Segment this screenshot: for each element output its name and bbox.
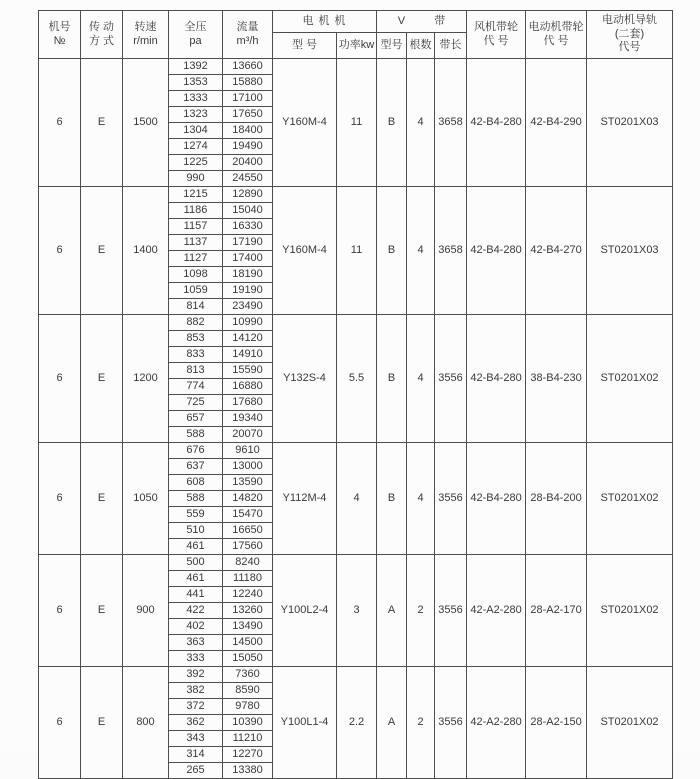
flow-cell: 18400: [223, 123, 273, 139]
machine-no-cell: 6: [39, 555, 81, 667]
pressure-cell: 853: [169, 331, 223, 347]
pressure-cell: 1059: [169, 283, 223, 299]
table-row: [39, 315, 673, 331]
flow-cell: 24550: [223, 171, 273, 187]
speed-cell: 900: [123, 555, 169, 667]
header-belt-count: 根数: [407, 33, 435, 59]
pressure-cell: 1353: [169, 75, 223, 91]
pressure-cell: 392: [169, 667, 223, 683]
flow-cell: 13000: [223, 459, 273, 475]
fan-pulley-cell: 42-A2-280: [467, 667, 526, 779]
header-pressure: 全压 pa: [169, 11, 223, 59]
rail-code-cell: ST0201X02: [587, 315, 673, 443]
belt-length-cell: 3658: [435, 187, 467, 315]
pressure-cell: 1098: [169, 267, 223, 283]
motor-pulley-cell: 42-B4-290: [526, 59, 587, 187]
machine-no-cell: 6: [39, 667, 81, 779]
pressure-cell: 333: [169, 651, 223, 667]
motor-power-cell: 4: [337, 443, 377, 555]
pressure-cell: 774: [169, 379, 223, 395]
motor-pulley-cell: 28-A2-170: [526, 555, 587, 667]
table-header: [39, 11, 673, 59]
flow-cell: 17680: [223, 395, 273, 411]
belt-count-cell: 4: [407, 59, 435, 187]
pressure-cell: 441: [169, 587, 223, 603]
flow-cell: 17560: [223, 539, 273, 555]
pressure-cell: 363: [169, 635, 223, 651]
motor-model-cell: Y100L1-4: [273, 667, 337, 779]
pressure-cell: 461: [169, 539, 223, 555]
flow-cell: 23490: [223, 299, 273, 315]
flow-cell: 15880: [223, 75, 273, 91]
motor-power-cell: 3: [337, 555, 377, 667]
motor-pulley-cell: 28-B4-200: [526, 443, 587, 555]
pressure-cell: 422: [169, 603, 223, 619]
flow-cell: 9610: [223, 443, 273, 459]
flow-cell: 12890: [223, 187, 273, 203]
drive-mode-cell: E: [81, 667, 123, 779]
flow-cell: 16880: [223, 379, 273, 395]
machine-no-cell: 6: [39, 443, 81, 555]
header-flow: 流量 m³/h: [223, 11, 273, 59]
belt-length-cell: 3658: [435, 59, 467, 187]
flow-cell: 10390: [223, 715, 273, 731]
flow-cell: 15050: [223, 651, 273, 667]
motor-power-cell: 11: [337, 59, 377, 187]
flow-cell: 15040: [223, 203, 273, 219]
motor-pulley-cell: 38-B4-230: [526, 315, 587, 443]
flow-cell: 13490: [223, 619, 273, 635]
flow-cell: 12270: [223, 747, 273, 763]
belt-count-cell: 4: [407, 443, 435, 555]
pressure-cell: 637: [169, 459, 223, 475]
pressure-cell: 382: [169, 683, 223, 699]
drive-mode-cell: E: [81, 315, 123, 443]
flow-cell: 19490: [223, 139, 273, 155]
header-motor-power: 功率kw: [337, 33, 377, 59]
pressure-cell: 402: [169, 619, 223, 635]
pressure-cell: 314: [169, 747, 223, 763]
flow-cell: 17100: [223, 91, 273, 107]
belt-type-cell: A: [377, 555, 407, 667]
pressure-cell: 588: [169, 491, 223, 507]
pressure-cell: 1127: [169, 251, 223, 267]
header-speed: 转速 r/min: [123, 11, 169, 59]
belt-length-cell: 3556: [435, 443, 467, 555]
table-row: [39, 555, 673, 571]
header-motor-model: 型 号: [273, 33, 337, 59]
motor-model-cell: Y160M-4: [273, 59, 337, 187]
rail-code-cell: ST0201X02: [587, 443, 673, 555]
header-motor-pulley: 电动机带轮 代 号: [526, 11, 587, 59]
header-belt-model: 型号: [377, 33, 407, 59]
rail-code-cell: ST0201X03: [587, 59, 673, 187]
flow-cell: 20070: [223, 427, 273, 443]
machine-no-cell: 6: [39, 59, 81, 187]
belt-length-cell: 3556: [435, 667, 467, 779]
machine-no-cell: 6: [39, 187, 81, 315]
motor-model-cell: Y132S-4: [273, 315, 337, 443]
drive-mode-cell: E: [81, 187, 123, 315]
speed-cell: 1400: [123, 187, 169, 315]
flow-cell: 16330: [223, 219, 273, 235]
belt-length-cell: 3556: [435, 555, 467, 667]
header-drive-mode: 传 动 方 式: [81, 11, 123, 59]
flow-cell: 19190: [223, 283, 273, 299]
flow-cell: 15470: [223, 507, 273, 523]
flow-cell: 11180: [223, 571, 273, 587]
rail-code-cell: ST0201X02: [587, 555, 673, 667]
motor-model-cell: Y160M-4: [273, 187, 337, 315]
table-row: [39, 443, 673, 459]
belt-type-cell: A: [377, 667, 407, 779]
flow-cell: 20400: [223, 155, 273, 171]
fan-pulley-cell: 42-A2-280: [467, 555, 526, 667]
rail-code-cell: ST0201X03: [587, 187, 673, 315]
flow-cell: 13590: [223, 475, 273, 491]
flow-cell: 10990: [223, 315, 273, 331]
flow-cell: 8240: [223, 555, 273, 571]
pressure-cell: 1304: [169, 123, 223, 139]
pressure-cell: 882: [169, 315, 223, 331]
pressure-cell: 608: [169, 475, 223, 491]
table-row: [39, 667, 673, 683]
flow-cell: 8590: [223, 683, 273, 699]
belt-type-cell: B: [377, 443, 407, 555]
pressure-cell: 588: [169, 427, 223, 443]
header-belt-length: 带长: [435, 33, 467, 59]
motor-model-cell: Y100L2-4: [273, 555, 337, 667]
table-row: [39, 59, 673, 75]
pressure-cell: 676: [169, 443, 223, 459]
table-row: [39, 187, 673, 203]
pressure-cell: 813: [169, 363, 223, 379]
pressure-cell: 657: [169, 411, 223, 427]
motor-power-cell: 5.5: [337, 315, 377, 443]
flow-cell: 11210: [223, 731, 273, 747]
flow-cell: 16650: [223, 523, 273, 539]
fan-pulley-cell: 42-B4-280: [467, 443, 526, 555]
pressure-cell: 1333: [169, 91, 223, 107]
motor-power-cell: 2.2: [337, 667, 377, 779]
belt-type-cell: B: [377, 59, 407, 187]
pressure-cell: 990: [169, 171, 223, 187]
belt-count-cell: 4: [407, 187, 435, 315]
flow-cell: 14120: [223, 331, 273, 347]
flow-cell: 12240: [223, 587, 273, 603]
belt-length-cell: 3556: [435, 315, 467, 443]
speed-cell: 1050: [123, 443, 169, 555]
belt-count-cell: 4: [407, 315, 435, 443]
flow-cell: 14500: [223, 635, 273, 651]
flow-cell: 19340: [223, 411, 273, 427]
pressure-cell: 1323: [169, 107, 223, 123]
flow-cell: 13380: [223, 763, 273, 779]
flow-cell: 17400: [223, 251, 273, 267]
flow-cell: 14820: [223, 491, 273, 507]
header-motor-rail: 电动机导轨 (二套) 代号: [587, 11, 673, 59]
flow-cell: 17650: [223, 107, 273, 123]
pressure-cell: 1157: [169, 219, 223, 235]
pressure-cell: 500: [169, 555, 223, 571]
drive-mode-cell: E: [81, 555, 123, 667]
pressure-cell: 1137: [169, 235, 223, 251]
flow-cell: 18190: [223, 267, 273, 283]
speed-cell: 1500: [123, 59, 169, 187]
table-body: [39, 59, 673, 779]
fan-spec-table: [38, 10, 673, 779]
pressure-cell: 510: [169, 523, 223, 539]
pressure-cell: 343: [169, 731, 223, 747]
fan-pulley-cell: 42-B4-280: [467, 315, 526, 443]
motor-pulley-cell: 42-B4-270: [526, 187, 587, 315]
machine-no-cell: 6: [39, 315, 81, 443]
speed-cell: 800: [123, 667, 169, 779]
flow-cell: 14910: [223, 347, 273, 363]
motor-model-cell: Y112M-4: [273, 443, 337, 555]
belt-count-cell: 2: [407, 555, 435, 667]
pressure-cell: 814: [169, 299, 223, 315]
pressure-cell: 1274: [169, 139, 223, 155]
header-motor-group: 电 机 机: [273, 11, 377, 33]
pressure-cell: 1186: [169, 203, 223, 219]
drive-mode-cell: E: [81, 59, 123, 187]
belt-type-cell: B: [377, 187, 407, 315]
motor-power-cell: 11: [337, 187, 377, 315]
flow-cell: 7360: [223, 667, 273, 683]
flow-cell: 17190: [223, 235, 273, 251]
pressure-cell: 372: [169, 699, 223, 715]
fan-pulley-cell: 42-B4-280: [467, 59, 526, 187]
header-vbelt-group: V 带: [377, 11, 467, 33]
pressure-cell: 559: [169, 507, 223, 523]
flow-cell: 13260: [223, 603, 273, 619]
pressure-cell: 265: [169, 763, 223, 779]
pressure-cell: 1215: [169, 187, 223, 203]
belt-type-cell: B: [377, 315, 407, 443]
fan-pulley-cell: 42-B4-280: [467, 187, 526, 315]
pressure-cell: 725: [169, 395, 223, 411]
pressure-cell: 362: [169, 715, 223, 731]
pressure-cell: 1392: [169, 59, 223, 75]
pressure-cell: 1225: [169, 155, 223, 171]
pressure-cell: 461: [169, 571, 223, 587]
drive-mode-cell: E: [81, 443, 123, 555]
header-machine-no: 机号 №: [39, 11, 81, 59]
header-fan-pulley: 风机带轮 代 号: [467, 11, 526, 59]
rail-code-cell: ST0201X02: [587, 667, 673, 779]
pressure-cell: 833: [169, 347, 223, 363]
belt-count-cell: 2: [407, 667, 435, 779]
flow-cell: 9780: [223, 699, 273, 715]
motor-pulley-cell: 28-A2-150: [526, 667, 587, 779]
speed-cell: 1200: [123, 315, 169, 443]
flow-cell: 15590: [223, 363, 273, 379]
flow-cell: 13660: [223, 59, 273, 75]
